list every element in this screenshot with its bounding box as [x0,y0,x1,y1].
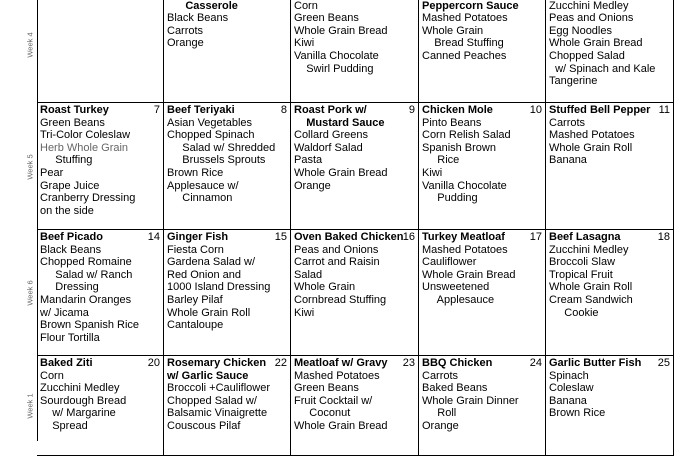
menu-item: Stuffing [40,154,93,167]
menu-item: Whole Grain Bread [294,166,388,179]
menu-item: Chopped Salad [549,49,625,62]
menu-item: Carrots [167,24,204,37]
menu-item: Applesauce [422,293,495,306]
entree-title: Beef Teriyaki [167,104,235,116]
day-cell [546,103,674,230]
menu-item: Couscous Pilaf [167,419,241,432]
day-cell [164,0,291,103]
menu-item: on the side [40,204,94,217]
side-items [549,244,673,320]
menu-item: Kiwi [294,306,315,319]
menu-item: Red Onion and [167,268,241,281]
menu-item: Corn [294,0,318,12]
menu-item: Waldorf Salad [294,141,363,154]
day-number: 18 [657,231,670,243]
menu-item: Vanilla Chocolate [294,49,379,62]
day-cell [546,0,674,103]
menu-item: Broccoli +Cauliflower [167,382,271,395]
entree-title: Stuffed Bell Pepper [549,104,651,116]
day-number: 25 [657,357,670,369]
week-label [22,230,38,356]
menu-item: Mashed Potatoes [422,243,508,256]
side-items [294,0,418,75]
menu-item: Pudding [422,192,478,205]
week-label-text: Week 6 [25,280,35,306]
week-label [22,356,38,456]
entree-title: Garlic Butter Fish [549,357,642,369]
menu-item: Mashed Potatoes [294,369,380,382]
menu-item: Broccoli Slaw [549,256,616,269]
day-cell [546,356,674,456]
menu-item: Rice [422,154,460,167]
day-number: 22 [274,357,287,369]
menu-item: Whole Grain Dinner [422,394,519,407]
menu-item: Tri-Color Coleslaw [40,129,131,142]
menu-item: Zucchini Medley [40,382,120,395]
menu-item: Spread [40,419,88,432]
week-row [0,356,700,456]
day-cell [291,0,419,103]
menu-item: Balsamic Vinaigrette [167,407,268,420]
menu-item: Salad [294,268,323,281]
side-items [167,382,290,432]
menu-item: Herb Whole Grain [40,141,129,154]
menu-item: Cranberry Dressing [40,192,136,205]
menu-item: Brown Spanish Rice [40,319,140,332]
day-cell [419,356,546,456]
menu-item: Kiwi [422,166,443,179]
menu-item: Barley Pilaf [167,293,223,306]
menu-item: Baked Beans [422,382,488,395]
side-items [167,117,290,205]
menu-item: Banana [549,154,587,167]
day-number: 23 [402,357,415,369]
week-label-text: Week 5 [25,153,35,180]
side-items [294,370,418,433]
day-number: 24 [529,357,542,369]
entree-title: Meatloaf w/ Gravy [294,357,388,369]
menu-item: Salad w/ Ranch [40,268,133,281]
side-items [549,0,673,88]
day-cell [37,356,164,456]
menu-item: 1000 Island Dressing [167,281,271,294]
menu-item: Salad w/ Shredded [167,141,276,154]
day-number: 14 [147,231,160,243]
menu-item: Black Beans [167,12,229,25]
day-number: 11 [658,104,670,116]
menu-item: Vanilla Chocolate [422,179,507,192]
day-cell [37,230,164,356]
day-cell [419,230,546,356]
day-number: 8 [280,104,287,116]
day-cell [164,356,291,456]
menu-item: Green Beans [294,12,359,25]
entree-title: Rosemary Chicken w/ Garlic Sauce [167,357,267,382]
day-cell [546,230,674,356]
menu-item: Chopped Romaine [40,256,132,269]
entree-title: Ginger Fish [167,231,229,243]
menu-item: Carrots [549,116,586,129]
menu-item: Orange [167,37,204,50]
menu-item: Brown Rice [167,166,224,179]
menu-item: Cantaloupe [167,319,224,332]
menu-item: Fruit Cocktail w/ [294,394,373,407]
menu-item: Cinnamon [167,192,233,205]
menu-item: Roll [422,407,457,420]
side-items [167,244,290,332]
menu-item: Grape Juice [40,179,100,192]
menu-item: Coconut [294,407,351,420]
menu-item: Corn [40,369,64,382]
menu-item: Kiwi [294,37,315,50]
menu-item: Orange [294,179,331,192]
side-items [549,370,673,420]
menu-item: Cookie [549,306,599,319]
menu-item: Whole Grain Bread [422,268,516,281]
menu-item: Sourdough Bread [40,394,127,407]
menu-item: Canned Peaches [422,49,507,62]
menu-item: Pear [40,166,64,179]
side-items [40,117,163,218]
menu-item: Whole Grain Bread [549,37,643,50]
day-cell [419,103,546,230]
side-items [167,12,290,50]
menu-item: Mashed Potatoes [422,12,508,25]
entree-title: Beef Picado [40,231,103,243]
week-label-text: Week 4 [25,31,35,58]
menu-item: Mandarin Oranges [40,293,132,306]
entree-title: Peppercorn Sauce [422,0,519,12]
menu-item: Green Beans [40,116,105,129]
menu-item: Carrot and Raisin [294,256,380,269]
day-cell [37,103,164,230]
side-items [40,244,163,345]
menu-item: Whole Grain Bread [294,24,388,37]
menu-item: Carrots [422,369,459,382]
menu-item: Whole Grain Roll [167,306,251,319]
menu-item: Zucchini Medley [549,0,629,12]
entree-title: Roast Turkey [40,104,109,116]
menu-item: Whole Grain Roll [549,281,633,294]
week-row [0,230,700,356]
day-cell [37,0,164,103]
entree-title: Chicken Mole [422,104,493,116]
side-items [422,117,545,205]
day-cell [291,356,419,456]
week-label [22,0,38,103]
menu-item: Mashed Potatoes [549,129,635,142]
menu-item: Chopped Spinach [167,129,255,142]
day-number: 7 [153,104,160,116]
entree-title: Oven Baked Chicken [294,231,404,243]
side-items [294,244,418,320]
menu-item: Green Beans [294,382,359,395]
week-label [22,103,38,230]
side-items [422,244,545,307]
day-number: 17 [529,231,542,243]
menu-item: w/ Spinach and Kale [549,62,656,75]
menu-item: Collard Greens [294,129,368,142]
menu-item: Chopped Salad w/ [167,394,257,407]
day-cell [164,103,291,230]
menu-item: Whole Grain Bread [294,419,388,432]
menu-item: Fiesta Corn [167,243,224,256]
entree-title: Casserole [185,0,238,12]
menu-item: w/ Margarine [40,407,116,420]
menu-item: Banana [549,394,587,407]
side-items [422,12,545,62]
menu-item: Pinto Beans [422,116,482,129]
week-row [0,103,700,230]
side-items [422,370,545,433]
week-label-text: Week 1 [25,393,35,419]
menu-item: Unsweetened [422,281,490,294]
menu-item: Tangerine [549,75,598,88]
side-items [294,129,418,192]
menu-item: Dressing [40,281,99,294]
menu-item: Cream Sandwich [549,293,633,306]
menu-item: Bread Stuffing [422,37,504,50]
week-row [0,0,700,103]
menu-item: Black Beans [40,243,102,256]
day-cell [164,230,291,356]
day-number: 20 [147,357,160,369]
day-cell [419,0,546,103]
side-items [40,370,163,433]
menu-item: Swirl Pudding [294,62,374,75]
menu-item: Gardena Salad w/ [167,256,256,269]
menu-item: Whole Grain [422,24,484,37]
entree-title: Beef Lasagna [549,231,621,243]
entree-title: BBQ Chicken [422,357,493,369]
day-number: 16 [402,231,415,243]
menu-item: w/ Jicama [40,306,89,319]
day-cell [291,103,419,230]
menu-item: Zucchini Medley [549,243,629,256]
menu-item: Whole Grain [294,281,356,294]
menu-item: Peas and Onions [549,12,634,25]
menu-item: Coleslaw [549,382,594,395]
day-number: 9 [408,104,415,116]
menu-item: Cauliflower [422,256,477,269]
menu-item: Cornbread Stuffing [294,293,387,306]
menu-item: Applesauce w/ [167,179,239,192]
day-cell [291,230,419,356]
menu-item: Flour Tortilla [40,331,100,344]
menu-item: Peas and Onions [294,243,379,256]
entree-title: Baked Ziti [40,357,93,369]
menu-item: Tropical Fruit [549,268,613,281]
menu-item: Egg Noodles [549,24,612,37]
menu-item: Spinach [549,369,589,382]
entree-title: Roast Pork w/ Mustard Sauce [294,104,385,129]
menu-item: Corn Relish Salad [422,129,511,142]
menu-item: Orange [422,419,459,432]
menu-item: Brussels Sprouts [167,154,266,167]
day-number: 10 [529,104,542,116]
menu-item: Brown Rice [549,407,606,420]
menu-item: Pasta [294,154,323,167]
entree-title: Turkey Meatloaf [422,231,505,243]
day-number: 15 [274,231,287,243]
menu-item: Asian Vegetables [167,116,253,129]
menu-item: Whole Grain Roll [549,141,633,154]
menu-item: Spanish Brown [422,141,496,154]
side-items [549,117,673,167]
